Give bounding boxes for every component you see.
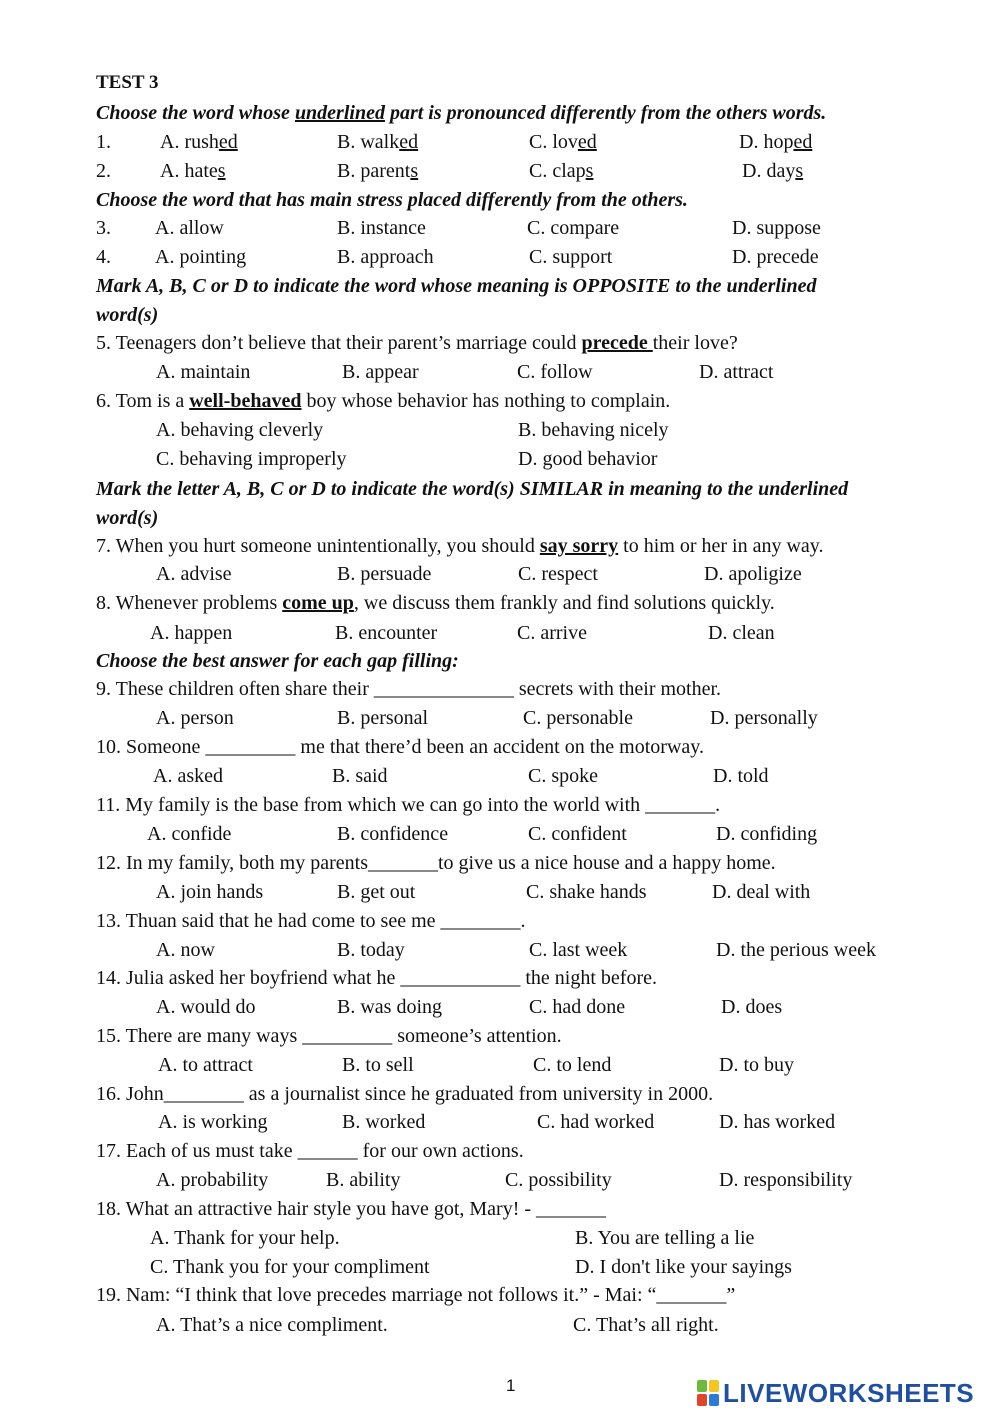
q17-option-b[interactable]: B. ability	[326, 1169, 401, 1191]
q13-option-d[interactable]: D. the perious week	[716, 939, 876, 961]
q17-option-d[interactable]: D. responsibility	[719, 1169, 853, 1191]
q13-option-a[interactable]: A. now	[156, 939, 215, 961]
q14-option-d[interactable]: D. does	[721, 996, 783, 1018]
q14-option-a[interactable]: A. would do	[156, 996, 256, 1018]
q2-option-c[interactable]: C. claps	[529, 160, 594, 182]
q7-stem: 7. When you hurt someone unintentionally, you should say sorry to him or her in any way.	[96, 535, 824, 557]
brand-name: LIVEWORKSHEETS	[723, 1377, 975, 1408]
instruction-text: part is pronounced differently from the others words.	[384, 102, 827, 124]
q18-option-a[interactable]: A. Thank for your help.	[150, 1227, 340, 1249]
q5-stem: 5. Teenagers don’t believe that their parent’s marriage could precede their love?	[96, 332, 738, 354]
q16-option-b[interactable]: B. worked	[342, 1111, 426, 1133]
q1-option-a[interactable]: A. rushed	[160, 131, 238, 153]
q2-number: 2.	[96, 160, 111, 182]
q17-option-a[interactable]: A. probability	[156, 1169, 269, 1191]
instruction-similar-cont: word(s)	[96, 507, 159, 529]
q1-number: 1.	[96, 131, 111, 153]
q11-option-a[interactable]: A. confide	[147, 823, 232, 845]
q12-option-d[interactable]: D. deal with	[712, 881, 811, 903]
q18-option-c[interactable]: C. Thank you for your compliment	[150, 1256, 430, 1278]
q8-option-d[interactable]: D. clean	[708, 622, 775, 644]
q17-stem: 17. Each of us must take ______ for our own actions.	[96, 1140, 524, 1162]
q12-option-b[interactable]: B. get out	[337, 881, 416, 903]
q2-option-b[interactable]: B. parents	[337, 160, 419, 182]
q8-option-a[interactable]: A. happen	[150, 622, 233, 644]
q5-key-word: precede	[581, 332, 653, 354]
q15-option-c[interactable]: C. to lend	[533, 1054, 612, 1076]
q18-option-d[interactable]: D. I don't like your sayings	[575, 1256, 792, 1278]
page-number: 1	[506, 1376, 516, 1395]
q10-stem: 10. Someone _________ me that there’d been an accident on the motorway.	[96, 736, 704, 758]
liveworksheets-icon	[697, 1380, 719, 1406]
q8-option-b[interactable]: B. encounter	[335, 622, 438, 644]
q10-option-a[interactable]: A. asked	[153, 765, 223, 787]
q1-option-c[interactable]: C. loved	[529, 131, 597, 153]
instruction-underlined-word: underlined	[294, 102, 385, 124]
q15-stem: 15. There are many ways _________ someone’s attention.	[96, 1025, 562, 1047]
q9-option-a[interactable]: A. person	[156, 707, 234, 729]
q12-stem: 12. In my family, both my parents_______to give us a nice house and a happy home.	[96, 852, 776, 874]
q14-stem: 14. Julia asked her boyfriend what he ____________ the night before.	[96, 967, 657, 989]
q9-option-b[interactable]: B. personal	[337, 707, 429, 729]
q10-option-d[interactable]: D. told	[713, 765, 769, 787]
q11-option-d[interactable]: D. confiding	[716, 823, 818, 845]
q17-option-c[interactable]: C. possibility	[505, 1169, 612, 1191]
q5-option-a[interactable]: A. maintain	[156, 361, 251, 383]
q4-number: 4.	[96, 246, 111, 268]
q7-option-b[interactable]: B. persuade	[337, 563, 432, 585]
q19-stem: 19. Nam: “I think that love precedes marriage not follows it.” - Mai: “_______”	[96, 1284, 736, 1306]
q6-key-word: well-behaved	[189, 390, 302, 412]
q15-option-a[interactable]: A. to attract	[158, 1054, 253, 1076]
q1-option-b[interactable]: B. walked	[337, 131, 419, 153]
q6-option-d[interactable]: D. good behavior	[518, 448, 658, 470]
q18-stem: 18. What an attractive hair style you have got, Mary! - _______	[96, 1198, 607, 1220]
q10-option-b[interactable]: B. said	[332, 765, 388, 787]
q11-stem: 11. My family is the base from which we can go into the world with _______.	[96, 794, 721, 816]
q18-option-b[interactable]: B. You are telling a lie	[575, 1227, 755, 1249]
q14-option-b[interactable]: B. was doing	[337, 996, 442, 1018]
q12-option-a[interactable]: A. join hands	[156, 881, 264, 903]
q5-option-b[interactable]: B. appear	[342, 361, 419, 383]
q4-option-b[interactable]: B. approach	[337, 246, 434, 268]
q5-option-c[interactable]: C. follow	[517, 361, 593, 383]
instruction-pronunciation	[96, 101, 826, 125]
q9-stem: 9. These children often share their ______________ secrets with their mother.	[96, 678, 722, 700]
q7-option-d[interactable]: D. apoligize	[704, 563, 802, 585]
q7-option-c[interactable]: C. respect	[518, 563, 598, 585]
q3-option-c[interactable]: C. compare	[527, 217, 620, 239]
q9-option-c[interactable]: C. personable	[523, 707, 633, 729]
q6-stem: 6. Tom is a well-behaved boy whose behavior has nothing to complain.	[96, 390, 671, 412]
q19-option-a[interactable]: A. That’s a nice compliment.	[156, 1314, 388, 1336]
q8-stem: 8. Whenever problems come up, we discuss them frankly and find solutions quickly.	[96, 592, 775, 614]
q15-option-b[interactable]: B. to sell	[342, 1054, 414, 1076]
test-title: TEST 3	[96, 72, 159, 93]
instruction-gap: Choose the best answer for each gap filling:	[96, 650, 459, 672]
instruction-text: Choose the word whose	[96, 102, 295, 124]
q13-stem: 13. Thuan said that he had come to see me ________.	[96, 910, 526, 932]
q10-option-c[interactable]: C. spoke	[528, 765, 598, 787]
q3-option-b[interactable]: B. instance	[337, 217, 426, 239]
q16-option-a[interactable]: A. is working	[158, 1111, 268, 1133]
q13-option-c[interactable]: C. last week	[529, 939, 628, 961]
q4-option-a[interactable]: A. pointing	[155, 246, 247, 268]
q13-option-b[interactable]: B. today	[337, 939, 405, 961]
q16-stem: 16. John________ as a journalist since he graduated from university in 2000.	[96, 1083, 714, 1105]
q5-option-d[interactable]: D. attract	[699, 361, 774, 383]
q4-option-d[interactable]: D. precede	[732, 246, 819, 268]
q15-option-d[interactable]: D. to buy	[719, 1054, 794, 1076]
q3-option-d[interactable]: D. suppose	[732, 217, 821, 239]
q6-option-a[interactable]: A. behaving cleverly	[156, 419, 324, 441]
q16-option-c[interactable]: C. had worked	[537, 1111, 655, 1133]
q4-option-c[interactable]: C. support	[529, 246, 613, 268]
q6-option-c[interactable]: C. behaving improperly	[156, 448, 347, 470]
q8-key-word: come up	[282, 592, 354, 614]
instruction-similar: Mark the letter A, B, C or D to indicate the word(s) SIMILAR in meaning to the underlined	[96, 478, 849, 500]
q3-number: 3.	[96, 217, 111, 239]
q2-option-a[interactable]: A. hates	[160, 160, 226, 182]
q2-option-d[interactable]: D. days	[742, 160, 804, 182]
instruction-opposite-cont: word(s)	[96, 304, 159, 326]
q12-option-c[interactable]: C. shake hands	[526, 881, 647, 903]
q11-option-c[interactable]: C. confident	[528, 823, 627, 845]
q7-option-a[interactable]: A. advise	[156, 563, 232, 585]
q9-option-d[interactable]: D. personally	[710, 707, 818, 729]
q19-option-c[interactable]: C. That’s all right.	[573, 1314, 719, 1336]
q11-option-b[interactable]: B. confidence	[337, 823, 449, 845]
q16-option-d[interactable]: D. has worked	[719, 1111, 836, 1133]
q7-key-word: say sorry	[539, 535, 619, 557]
q14-option-c[interactable]: C. had done	[529, 996, 626, 1018]
instruction-stress: Choose the word that has main stress placed differently from the others.	[96, 189, 688, 211]
instruction-opposite: Mark A, B, C or D to indicate the word whose meaning is OPPOSITE to the underlined	[96, 275, 817, 297]
q1-option-d[interactable]: D. hoped	[739, 131, 813, 153]
q8-option-c[interactable]: C. arrive	[517, 622, 587, 644]
q6-option-b[interactable]: B. behaving nicely	[518, 419, 669, 441]
q3-option-a[interactable]: A. allow	[155, 217, 224, 239]
liveworksheets-logo	[697, 1377, 974, 1409]
